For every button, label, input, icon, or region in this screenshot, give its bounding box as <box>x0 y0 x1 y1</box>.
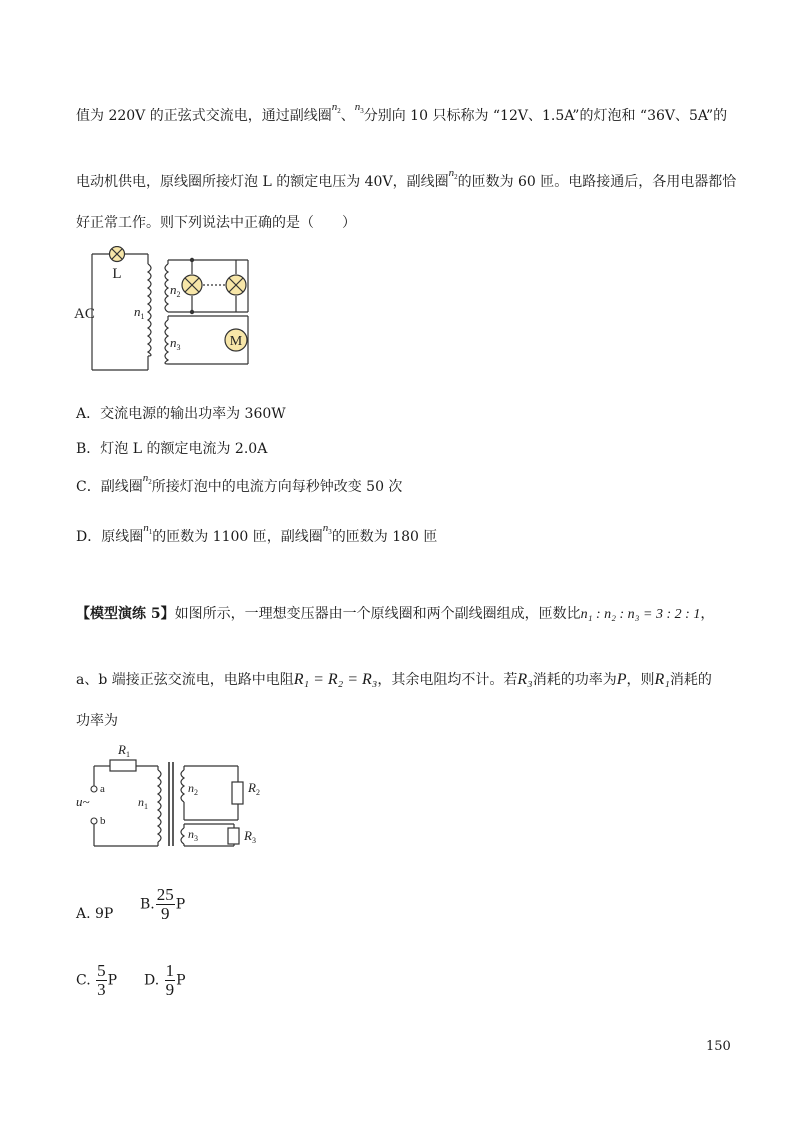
p5-option-c[interactable]: C. $\frac{5}{3}$ P <box>76 961 118 999</box>
p4-option-a[interactable]: A．交流电源的输出功率为 360W <box>76 406 286 422</box>
lamp-icon <box>182 275 202 295</box>
p4-line-2: 电动机供电，原线圈所接灯泡 L 的额定电压为 40V，副线圈$^{n_2}$的匝数为 60 匝。电路接通后，各用电器都恰 <box>76 167 737 190</box>
n1-label: $n_1$ <box>134 304 145 321</box>
p4-circuit-diagram <box>72 246 262 376</box>
n3-label: $n_3$ <box>188 827 198 843</box>
p5-heading: 【模型演练 5】 <box>76 606 175 622</box>
p5-option-b[interactable]: B. $\frac{25}{9}$ P <box>140 885 186 923</box>
p4-line-3: 好正常工作。则下列说法中正确的是（ ） <box>76 215 356 231</box>
p4-option-c[interactable]: C．副线圈$^{n_2}$所接灯泡中的电流方向每秒钟改变 50 次 <box>76 472 403 495</box>
symbol-n3: n3 <box>322 522 332 536</box>
p4-line-1: 值为 220V 的正弦式交流电，通过副线圈$^{n_2}$、$^{n_3}$分别向 10 只标称为 “12V、1.5A”的灯泡和 “36V、5A”的 <box>76 101 728 124</box>
motor-label: M <box>229 334 243 349</box>
u-label: u~ <box>76 794 90 809</box>
R1-label: $R_1$ <box>118 742 130 759</box>
symbol-n2: n2 <box>331 101 341 115</box>
lamp-L-icon <box>110 247 125 262</box>
fraction-1-9: $\frac{1}{9}$ <box>165 961 175 999</box>
b-label: b <box>100 815 106 827</box>
lamp-L-label: L <box>112 266 122 282</box>
resistor-R3 <box>228 828 239 844</box>
lamp-icon <box>226 275 246 295</box>
p4-option-d[interactable]: D．原线圈$^{n_1}$的匝数为 1100 匝，副线圈$^{n_3}$的匝数为 180 匝 <box>76 522 438 545</box>
p5-option-a[interactable]: A. 9P <box>76 906 114 922</box>
n1-label: $n_1$ <box>138 795 148 811</box>
secondary-coil-n2 <box>181 770 184 802</box>
p4-option-b[interactable]: B．灯泡 L 的额定电流为 2.0A <box>76 441 268 457</box>
p5-line-3: 功率为 <box>76 713 118 729</box>
terminal-b <box>91 818 97 824</box>
R2-label: $R_2$ <box>248 780 260 797</box>
p5-option-d[interactable]: D. $\frac{1}{9}$ P <box>144 961 186 999</box>
p5-line-2: a、b 端接正弦交流电，电路中电阻R₁ = R₂ = R₃，其余电阻均不计。若R₃消耗的功率为P，则R₁消耗的 <box>76 671 712 688</box>
resistor-R1 <box>110 760 136 771</box>
n2-label: $n_2$ <box>170 282 181 299</box>
ac-label: AC <box>74 306 95 322</box>
page-number: 150 <box>706 1039 731 1054</box>
primary-coil <box>148 264 151 356</box>
resistance-equation: R₁ = R₂ = R₃ <box>293 671 378 688</box>
n3-label: $n_3$ <box>170 335 181 352</box>
a-label: a <box>100 783 105 795</box>
n2-label: $n_2$ <box>188 781 198 797</box>
primary-coil <box>158 770 161 842</box>
fraction-5-3: $\frac{5}{3}$ <box>97 961 106 999</box>
secondary-coil-n3 <box>165 320 168 364</box>
secondary-coil-n3 <box>181 828 184 844</box>
terminal-a <box>91 786 97 792</box>
secondary-coil-n2 <box>165 264 168 312</box>
p5-circuit-diagram <box>74 740 274 850</box>
symbol-n3: n3 <box>354 101 364 115</box>
turns-ratio: n₁ : n₂ : n₃ = 3 : 2 : 1 <box>580 607 701 622</box>
R3-label: $R_3$ <box>244 828 256 845</box>
symbol-n2: n2 <box>142 472 152 486</box>
fraction-25-9: $\frac{25}{9}$ <box>156 885 174 923</box>
symbol-n2: n2 <box>448 167 458 181</box>
p5-line-1: 【模型演练 5】如图所示，一理想变压器由一个原线圈和两个副线圈组成，匝数比n₁ : n₂ : n₃ = 3 : 2 : 1， <box>76 606 715 622</box>
symbol-n1: n1 <box>143 522 153 536</box>
resistor-R2 <box>232 782 243 804</box>
